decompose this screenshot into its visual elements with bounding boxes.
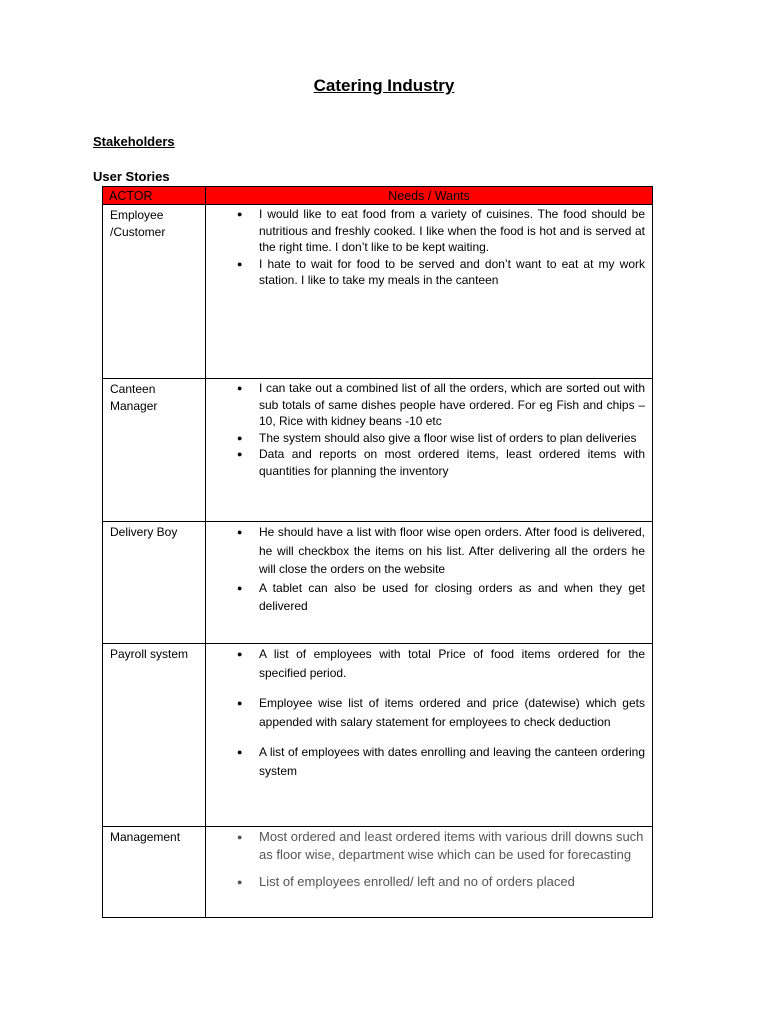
list-item: ● I would like to eat food from a variety of cuisines. The food should be nutritious and freshly cooked. I like when the food is hot and is served at the right time. I don’t like to be kept waiting.: [206, 206, 645, 256]
list-item: ● Most ordered and least ordered items with various drill downs such as floor wise, department wise which can be used for forecasting: [206, 828, 645, 864]
actor-cell: Canteen Manager: [103, 379, 206, 522]
list-item: ● A list of employees with dates enrolling and leaving the canteen ordering system: [206, 743, 645, 780]
needs-cell: [206, 205, 653, 379]
needs-list: [206, 523, 645, 616]
list-item: ● He should have a list with floor wise open orders. After food is delivered, he will checkbox the items on his list. After delivering all the orders he will close the orders on the website: [206, 523, 645, 579]
needs-cell: [206, 827, 653, 918]
actor-cell: Delivery Boy: [103, 522, 206, 644]
needs-list: [206, 828, 645, 891]
user-stories-table: [102, 186, 653, 918]
needs-column-header: Needs / Wants: [206, 187, 653, 205]
document-title: Catering Industry: [313, 76, 455, 95]
list-item: ● I can take out a combined list of all the orders, which are sorted out with sub totals of same dishes people have ordered. For eg Fish and chips – 10, Rice with kidney beans -10 etc: [206, 380, 645, 430]
actor-cell: Employee /Customer: [103, 205, 206, 379]
list-item: ● Data and reports on most ordered items, least ordered items with quantities for planning the inventory: [206, 446, 645, 479]
user-stories-heading: User Stories: [93, 169, 170, 184]
table-row: [103, 522, 653, 644]
table-row: [103, 827, 653, 918]
list-item: ● Employee wise list of items ordered and price (datewise) which gets appended with salary statement for employees to check deduction: [206, 694, 645, 731]
table-row: [103, 205, 653, 379]
needs-cell: [206, 379, 653, 522]
actor-cell: Management: [103, 827, 206, 918]
needs-cell: [206, 644, 653, 827]
list-item: ● I hate to wait for food to be served and don’t want to eat at my work station. I like to take my meals in the canteen: [206, 256, 645, 289]
table-header-row: [103, 187, 653, 205]
list-item: ● List of employees enrolled/ left and no of orders placed: [206, 873, 645, 891]
stakeholders-heading: Stakeholders: [93, 134, 175, 149]
list-item: ● The system should also give a floor wise list of orders to plan deliveries: [206, 430, 645, 447]
needs-cell: [206, 522, 653, 644]
needs-list: [206, 645, 645, 780]
actor-cell: Payroll system: [103, 644, 206, 827]
needs-list: [206, 206, 645, 289]
table-row: [103, 379, 653, 522]
list-item: ● A tablet can also be used for closing orders as and when they get delivered: [206, 579, 645, 616]
list-item: ● A list of employees with total Price of food items ordered for the specified period.: [206, 645, 645, 682]
table-row: [103, 644, 653, 827]
needs-list: [206, 380, 645, 479]
actor-column-header: ACTOR: [103, 187, 206, 205]
